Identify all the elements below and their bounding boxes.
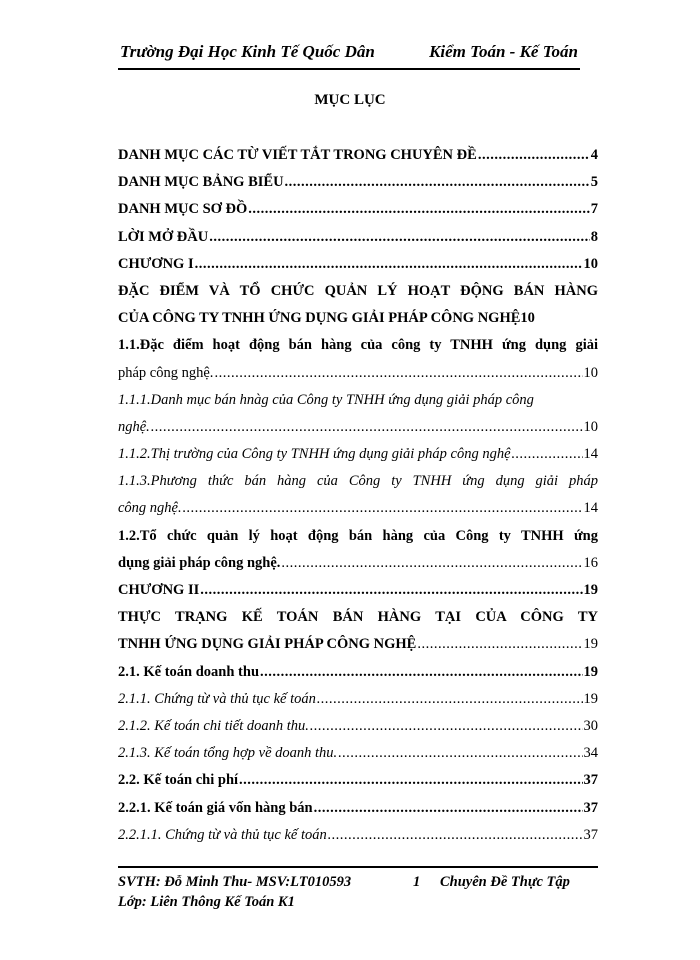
toc-entry-1-1-cont[interactable]: pháp công nghệ. ..... 10 (118, 360, 598, 387)
toc-entry-2-2-1[interactable]: 2.2.1. Kế toán giá vốn hàng bán ..... 37 (118, 795, 598, 822)
toc-entry-diagrams[interactable]: DANH MỤC SƠ ĐỒ ..... 7 (118, 196, 598, 223)
table-of-contents (118, 142, 598, 849)
toc-entry-chapter-2-title-cont[interactable]: TNHH ỨNG DỤNG GIẢI PHÁP CÔNG NGHỆ ..... 19 (118, 631, 598, 658)
toc-entry-chapter-1-title[interactable]: ĐẶC ĐIỂM VÀ TỔ CHỨC QUẢN LÝ HOẠT ĐỘNG BÁN HÀNG (118, 282, 598, 299)
toc-entry-2-1[interactable]: 2.1. Kế toán doanh thu ..... 19 (118, 659, 598, 686)
toc-entry-1-1-2[interactable]: 1.1.2.Thị trường của Công ty TNHH ứng dụng giải pháp công nghệ ..... 14 (118, 441, 598, 468)
toc-entry-chapter-1-title-cont[interactable]: CỦA CÔNG TY TNHH ỨNG DỤNG GIẢI PHÁP CÔNG NGHỆ10 (118, 310, 535, 327)
toc-entry-1-2-cont[interactable]: dụng giải pháp công nghệ. ..... 16 (118, 550, 598, 577)
footer-doc-type: Chuyên Đề Thực Tập (440, 874, 570, 890)
toc-entry-chapter-2[interactable]: CHƯƠNG II ..... 19 (118, 577, 598, 604)
header-university: Trường Đại Học Kinh Tế Quốc Dân (120, 42, 375, 61)
page-footer (118, 866, 598, 914)
toc-entry-1-2[interactable]: 1.2.Tổ chức quản lý hoạt động bán hàng của Công ty TNHH ứng (118, 527, 598, 544)
footer-class: Lớp: Liên Thông Kế Toán K1 (118, 894, 295, 910)
toc-entry-introduction[interactable]: LỜI MỞ ĐẦU ..... 8 (118, 224, 598, 251)
toc-entry-2-1-2[interactable]: 2.1.2. Kế toán chi tiết doanh thu. ..... 30 (118, 713, 598, 740)
footer-student: SVTH: Đỗ Minh Thu- MSV:LT010593 (118, 874, 352, 890)
toc-entry-2-1-3[interactable]: 2.1.3. Kế toán tổng hợp về doanh thu. ..... 34 (118, 740, 598, 767)
toc-entry-chapter-2-title[interactable]: THỰC TRẠNG KẾ TOÁN BÁN HÀNG TẠI CỦA CÔNG TY (118, 609, 598, 626)
toc-entry-2-2-1-1[interactable]: 2.2.1.1. Chứng từ và thủ tục kế toán ..... 37 (118, 822, 598, 849)
toc-entry-tables[interactable]: DANH MỤC BẢNG BIỂU ..... 5 (118, 169, 598, 196)
footer-page-number: 1 (413, 874, 421, 890)
toc-entry-abbreviations[interactable]: DANH MỤC CÁC TỪ VIẾT TẮT TRONG CHUYÊN ĐỀ ..... 4 (118, 142, 598, 169)
toc-entry-chapter-1[interactable]: CHƯƠNG I ..... 10 (118, 251, 598, 278)
toc-entry-2-1-1[interactable]: 2.1.1. Chứng từ và thủ tục kế toán ..... 19 (118, 686, 598, 713)
page-title: MỤC LỤC (314, 92, 386, 108)
toc-entry-1-1-1[interactable]: 1.1.1.Danh mục bán hnàg của Công ty TNHH ứng dụng giải pháp công (118, 391, 534, 408)
header-department: Kiểm Toán - Kế Toán (429, 42, 578, 61)
toc-entry-1-1-3-cont[interactable]: công nghệ. ..... 14 (118, 495, 598, 522)
toc-entry-1-1-3[interactable]: 1.1.3.Phương thức bán hàng của Công ty TNHH ứng dụng giải pháp (118, 473, 598, 490)
toc-entry-1-1-1-cont[interactable]: nghệ. ..... 10 (118, 414, 598, 441)
page-header (118, 42, 580, 70)
toc-entry-2-2[interactable]: 2.2. Kế toán chi phí ..... 37 (118, 767, 598, 794)
toc-entry-1-1[interactable]: 1.1.Đặc điểm hoạt động bán hàng của công ty TNHH ứng dụng giải (118, 337, 598, 354)
